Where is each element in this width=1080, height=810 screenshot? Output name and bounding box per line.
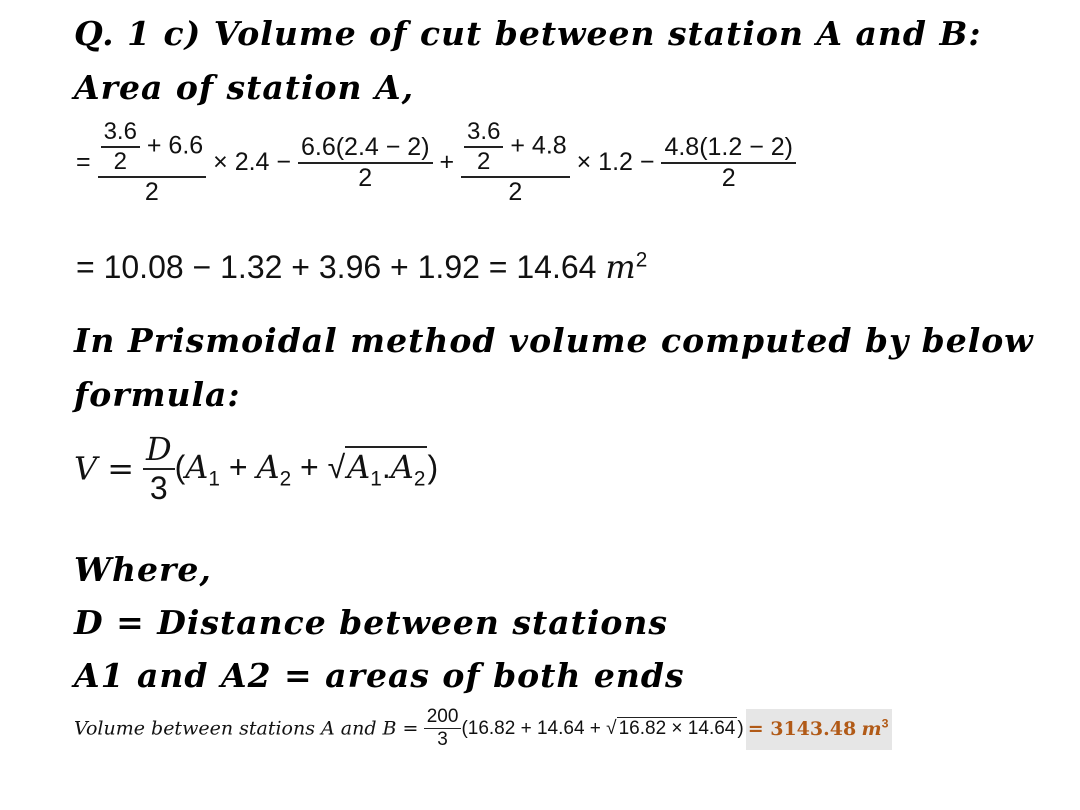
area-term-2: $\frac{6.6(2.4 - 2)}{2}$ [298, 133, 433, 193]
definition-d: D = Distance between stations [74, 603, 668, 642]
volume-formula: V = $\frac{D}{3}$ $(A_1 + A_2 + √A_1.A_2)$ [74, 430, 439, 506]
final-volume: Volume between stations A and B = $\frac{200}{3}$ (16.82 + 14.64 + √ 16.82 × 14.64 ) = 3143.48 $m^3$ [74, 706, 892, 751]
definition-a: A1 and A2 = areas of both ends [74, 656, 685, 695]
final-result: = 3143.48 [747, 717, 857, 740]
method-line-1: In Prismoidal method volume computed by below [74, 321, 1034, 360]
where-label: Where, [74, 550, 212, 589]
area-result: = 10.08 − 1.32 + 3.96 + 1.92 = 14.64 $m^2$ [76, 248, 648, 286]
area-term-3: $\frac{3.6}{2}$ + 4.8 2 [461, 118, 570, 207]
area-term-4: $\frac{4.8(1.2 - 2)}{2}$ [661, 133, 796, 193]
result-highlight: = 3143.48 $m^3$ [746, 709, 893, 750]
area-term-1: $\frac{3.6}{2}$ + 6.6 2 [98, 118, 207, 207]
equals-sign: = [76, 148, 91, 176]
heading: Q. 1 c) Volume of cut between station A and B: [74, 14, 982, 53]
area-formula: = $\frac{3.6}{2}$ + 6.6 2 × 2.4 − $\frac{6.6(2.4 - 2)}{2}$ + $\frac{3.6}{2}$ + 4.8 2 × 1.2 − $\frac{4.8(1.2 - 2)}{2}$ [76, 118, 796, 207]
area-label: Area of station A, [74, 68, 415, 107]
sqrt-icon: √ [327, 448, 346, 485]
method-line-2: formula: [74, 375, 241, 414]
sqrt-icon: √ [606, 718, 617, 739]
